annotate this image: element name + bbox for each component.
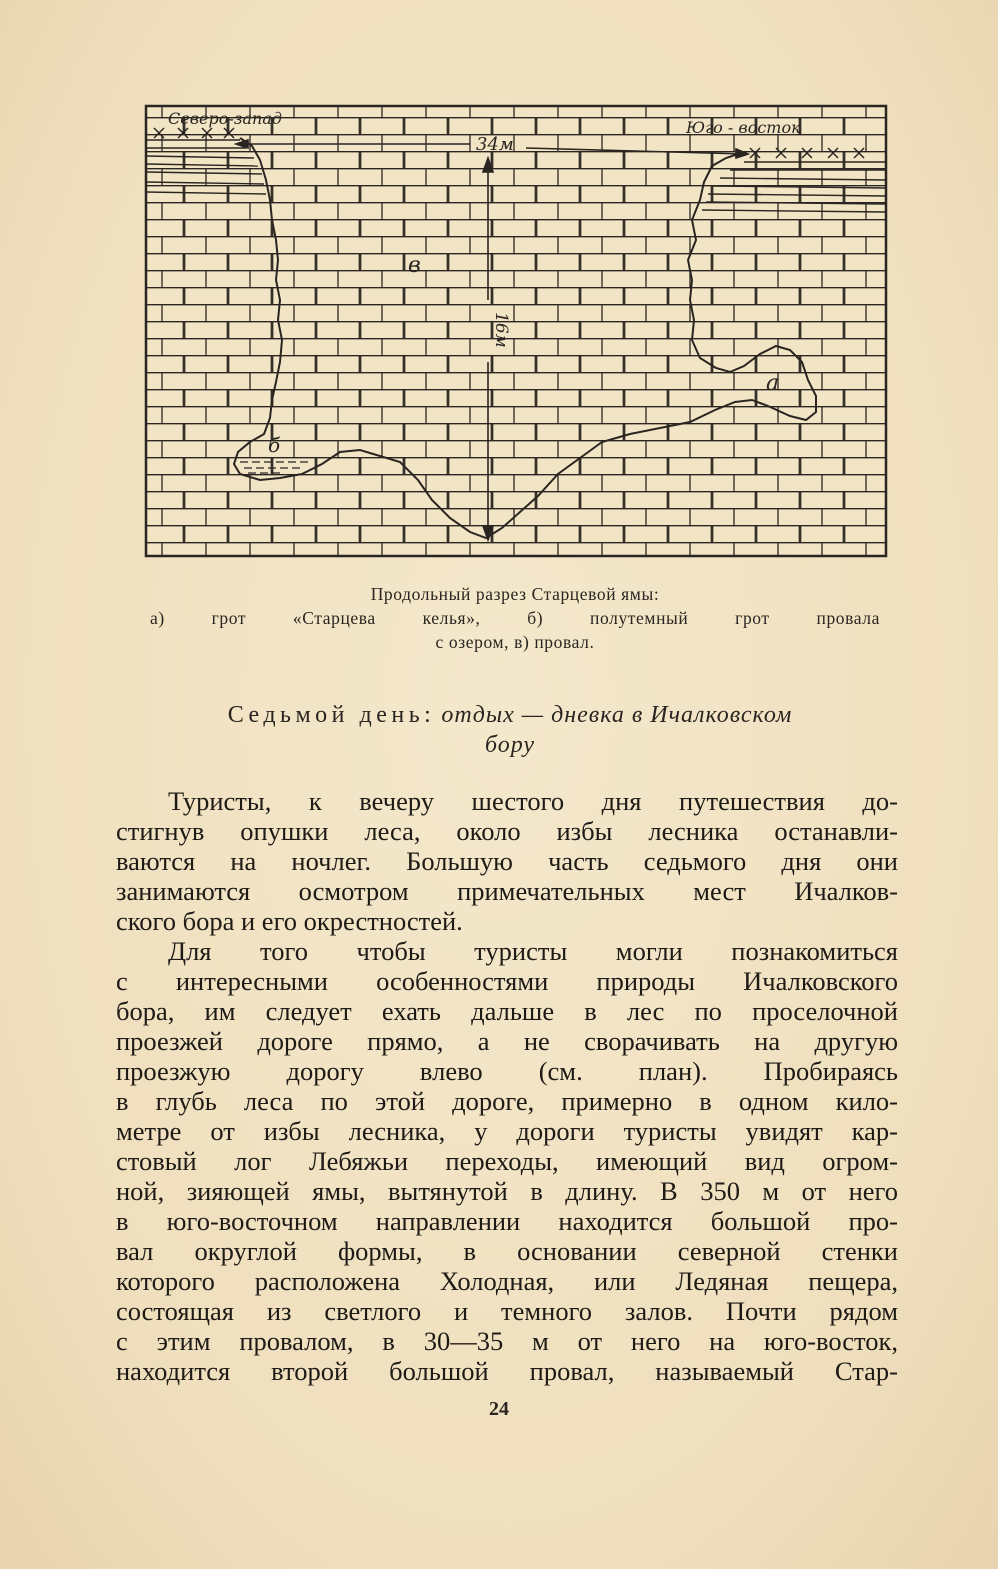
cross-section-figure — [140, 100, 892, 562]
text-line: метре от избы лесника, у дороги туристы увидят кар- — [116, 1116, 898, 1146]
page-number: 24 — [489, 1398, 509, 1420]
text-line: бора, им следует ехать дальше в лес по проселочной — [116, 996, 898, 1026]
paragraph — [116, 936, 898, 1386]
text-line: стовый лог Лебяжьи переходы, имеющий вид огром- — [116, 1146, 898, 1176]
text-line: проезжей дороге прямо, а не сворачивать на другую — [116, 1026, 898, 1056]
text-line: состоящая из светлого и темного залов. Почти рядом — [116, 1296, 898, 1326]
heading-subtitle-line1: отдых — дневка в Ичалковском — [441, 702, 793, 728]
text-line: Туристы, к вечеру шестого дня путешествия до- — [168, 786, 898, 816]
text-line: в глубь леса по этой дороге, примерно в одном кило- — [116, 1086, 898, 1116]
text-line: в юго-восточном направлении находится большой про- — [116, 1206, 898, 1236]
text-line: проезжую дорогу влево (см. план). Пробираясь — [116, 1056, 898, 1086]
text-line: которого расположена Холодная, или Ледяная пещера, — [116, 1266, 898, 1296]
text-line: ского бора и его окрестностей. — [116, 906, 463, 936]
label-southeast: Юго - восток — [686, 118, 801, 137]
label-width: 34м — [476, 134, 514, 155]
text-line: вал округлой формы, в основании северной стенки — [116, 1236, 898, 1266]
heading-day: Седьмой день: — [227, 702, 436, 728]
label-a: а — [766, 371, 780, 396]
text-line: ной, зияющей ямы, вытянутой в длину. В 350 м от него — [116, 1176, 898, 1206]
body-text — [116, 786, 898, 1386]
text-line: с интересными особенностями природы Ичалковского — [116, 966, 898, 996]
caption-line-2: а) грот «Старцева келья», б) полутемный грот провала — [150, 608, 880, 628]
text-line: Для того чтобы туристы могли познакомиться — [168, 936, 898, 966]
label-b: б — [268, 433, 281, 457]
section-heading — [130, 700, 890, 760]
text-line: ваются на ночлег. Большую часть седьмого дня они — [116, 846, 898, 876]
figure-caption — [150, 582, 880, 654]
text-line: с этим провалом, в 30—35 м от него на юго-восток, — [116, 1326, 898, 1356]
paragraph — [116, 786, 898, 936]
text-line: стигнув опушки леса, около избы лесника останавли- — [116, 816, 898, 846]
caption-line-3: с озером, в) провал. — [435, 632, 595, 652]
text-line: занимаются осмотром примечательных мест Ичалков- — [116, 876, 898, 906]
label-northwest: Северо-запад — [168, 109, 283, 128]
caption-line-1: Продольный разрез Старцевой ямы: — [370, 584, 660, 604]
label-depth: 16м — [491, 312, 511, 348]
heading-subtitle-line2: бору — [484, 732, 536, 758]
cross-section-diagram — [140, 100, 892, 562]
text-line: находится второй большой провал, называемый Стар- — [116, 1356, 898, 1386]
label-v: в — [408, 253, 421, 278]
